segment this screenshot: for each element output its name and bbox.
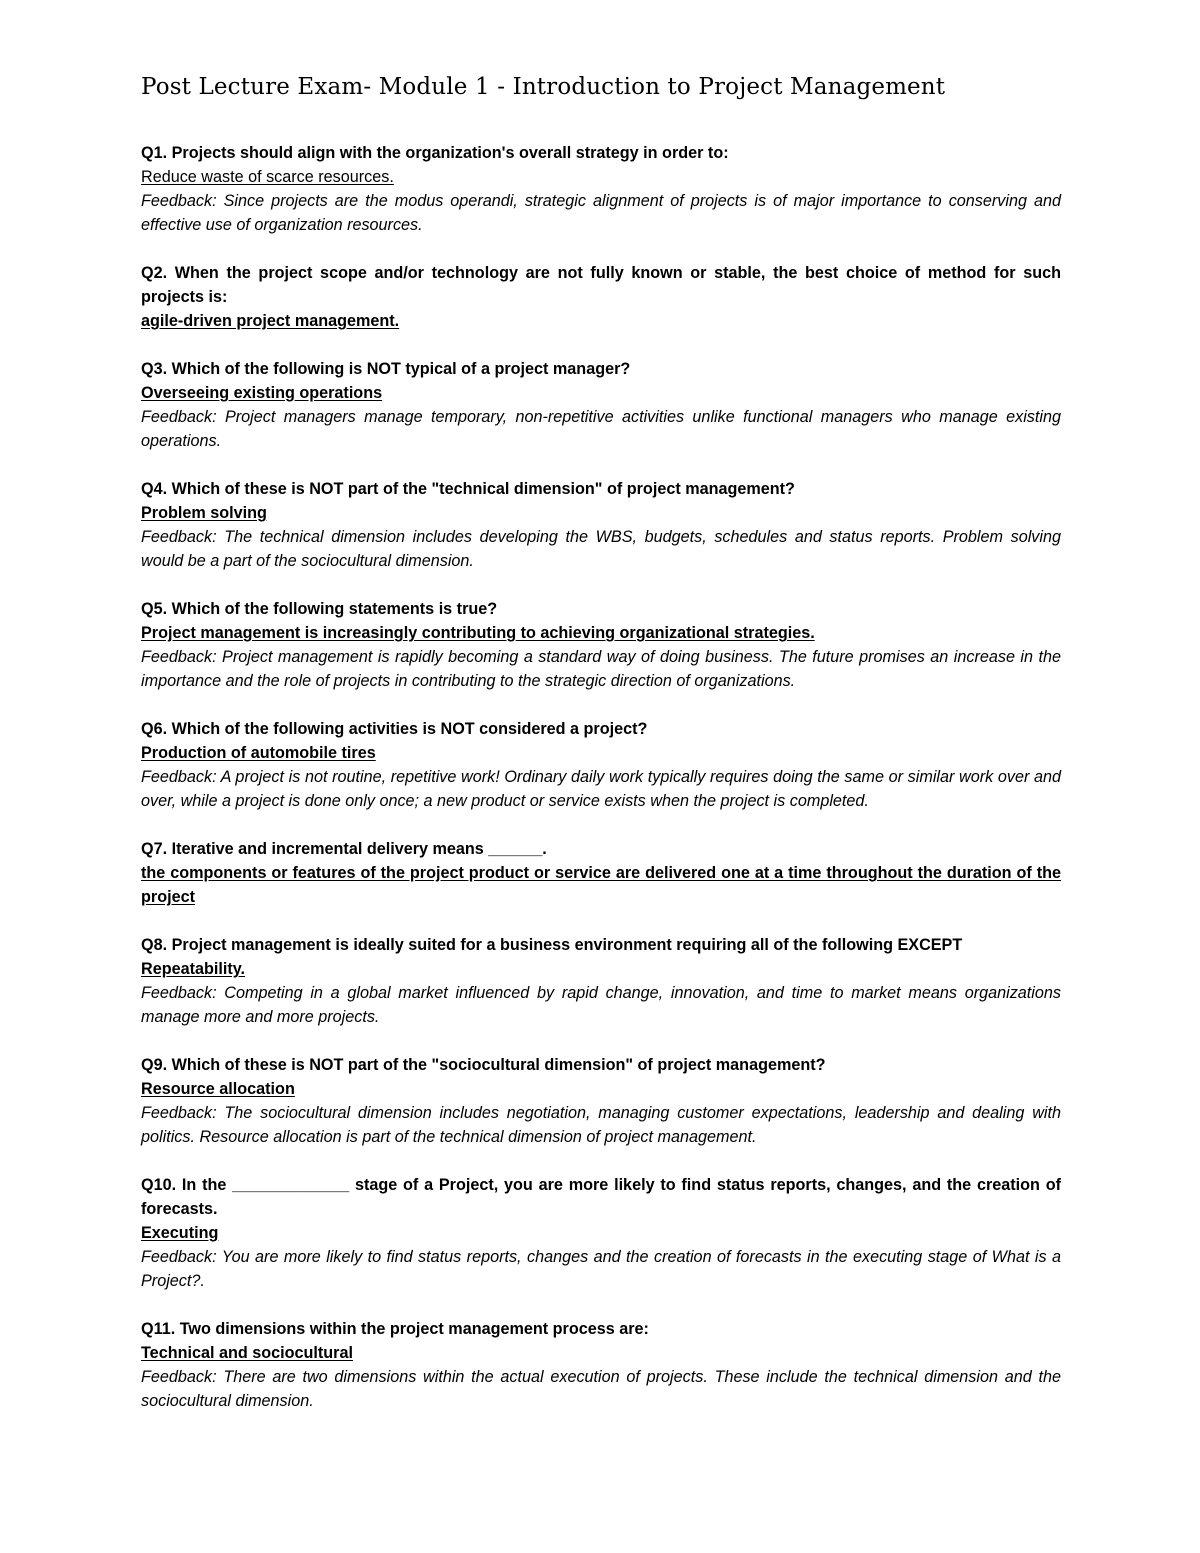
- question-label: Q11.: [141, 1320, 176, 1338]
- question-text: [141, 1317, 1061, 1341]
- question-prompt: Which of these is NOT part of the "sociocultural dimension" of project management?: [171, 1056, 826, 1074]
- question-text: [141, 141, 1061, 165]
- question-text: [141, 717, 1061, 741]
- feedback-text: Feedback: Project managers manage temporary, non-repetitive activities unlike functional managers who manage existing operations.: [141, 408, 1061, 450]
- feedback-text: Feedback: The technical dimension includes developing the WBS, budgets, schedules and status reports. Problem solving would be a part of the sociocultural dimension.: [141, 528, 1061, 570]
- question-text: [141, 837, 1061, 861]
- question-prompt: Which of the following is NOT typical of a project manager?: [171, 360, 631, 378]
- question-label: Q5.: [141, 600, 168, 618]
- question-text: [141, 261, 1061, 309]
- question-prompt: Two dimensions within the project management process are:: [179, 1320, 649, 1338]
- question-6: [141, 717, 1061, 813]
- question-label: Q8.: [141, 936, 168, 954]
- question-text: [141, 477, 1061, 501]
- question-label: Q10.: [141, 1176, 177, 1194]
- feedback-text: Feedback: A project is not routine, repetitive work! Ordinary daily work typically requires doing the same or similar work over and over, while a project is done only once; a new product or service exists when the project is completed.: [141, 768, 1061, 810]
- feedback-text: Feedback: Since projects are the modus operandi, strategic alignment of projects is of major importance to conserving and effective use of organization resources.: [141, 192, 1061, 234]
- answer-text: Reduce waste of scarce resources.: [141, 168, 394, 186]
- question-7: [141, 837, 1061, 909]
- question-label: Q2.: [141, 264, 168, 282]
- answer-text: Technical and sociocultural: [141, 1344, 353, 1362]
- question-label: Q9.: [141, 1056, 168, 1074]
- question-9: [141, 1053, 1061, 1149]
- answer-text: the components or features of the project product or service are delivered one at a time throughout the duration of the project: [141, 864, 1061, 906]
- question-prompt: Which of these is NOT part of the "technical dimension" of project management?: [171, 480, 795, 498]
- feedback-text: Feedback: Competing in a global market influenced by rapid change, innovation, and time to market means organizations manage more and more projects.: [141, 984, 1061, 1026]
- question-11: [141, 1317, 1061, 1413]
- feedback-text: Feedback: The sociocultural dimension includes negotiation, managing customer expectations, leadership and dealing with politics. Resource allocation is part of the technical dimension of project management.: [141, 1104, 1061, 1146]
- question-text: [141, 933, 1061, 957]
- question-label: Q1.: [141, 144, 168, 162]
- question-1: [141, 141, 1061, 237]
- answer-text: agile-driven project management.: [141, 312, 400, 330]
- question-text: [141, 597, 1061, 621]
- question-label: Q7.: [141, 840, 168, 858]
- question-label: Q3.: [141, 360, 168, 378]
- answer-text: Problem solving: [141, 504, 267, 522]
- answer-text: Project management is increasingly contributing to achieving organizational strategies.: [141, 624, 815, 642]
- answer-text: Repeatability.: [141, 960, 246, 978]
- feedback-text: Feedback: There are two dimensions within the actual execution of projects. These include the technical dimension and the sociocultural dimension.: [141, 1368, 1061, 1410]
- question-prompt: Iterative and incremental delivery means ______.: [171, 840, 547, 858]
- question-prompt: Project management is ideally suited for a business environment requiring all of the following EXCEPT: [171, 936, 963, 954]
- question-prompt: Projects should align with the organization's overall strategy in order to:: [171, 144, 729, 162]
- feedback-text: Feedback: You are more likely to find status reports, changes and the creation of forecasts in the executing stage of What is a Project?.: [141, 1248, 1061, 1290]
- page-title: Post Lecture Exam- Module 1 - Introduction to Project Management: [141, 74, 946, 100]
- question-10: [141, 1173, 1061, 1293]
- answer-text: Production of automobile tires: [141, 744, 376, 762]
- answer-text: Resource allocation: [141, 1080, 295, 1098]
- question-list: [141, 141, 1061, 1437]
- question-text: [141, 1173, 1061, 1221]
- question-prompt: Which of the following statements is true?: [171, 600, 498, 618]
- question-label: Q4.: [141, 480, 168, 498]
- question-4: [141, 477, 1061, 573]
- question-text: [141, 357, 1061, 381]
- question-8: [141, 933, 1061, 1029]
- answer-text: Executing: [141, 1224, 219, 1242]
- question-text: [141, 1053, 1061, 1077]
- question-3: [141, 357, 1061, 453]
- question-5: [141, 597, 1061, 693]
- question-label: Q6.: [141, 720, 168, 738]
- question-prompt: When the project scope and/or technology are not fully known or stable, the best choice of method for such projects is:: [141, 264, 1061, 306]
- question-2: [141, 261, 1061, 333]
- question-prompt: Which of the following activities is NOT considered a project?: [171, 720, 648, 738]
- feedback-text: Feedback: Project management is rapidly becoming a standard way of doing business. The future promises an increase in the importance and the role of projects in contributing to the strategic direction of organizations.: [141, 648, 1061, 690]
- answer-text: Overseeing existing operations: [141, 384, 383, 402]
- question-prompt: In the _____________ stage of a Project, you are more likely to find status reports, changes, and the creation of forecasts.: [141, 1176, 1062, 1218]
